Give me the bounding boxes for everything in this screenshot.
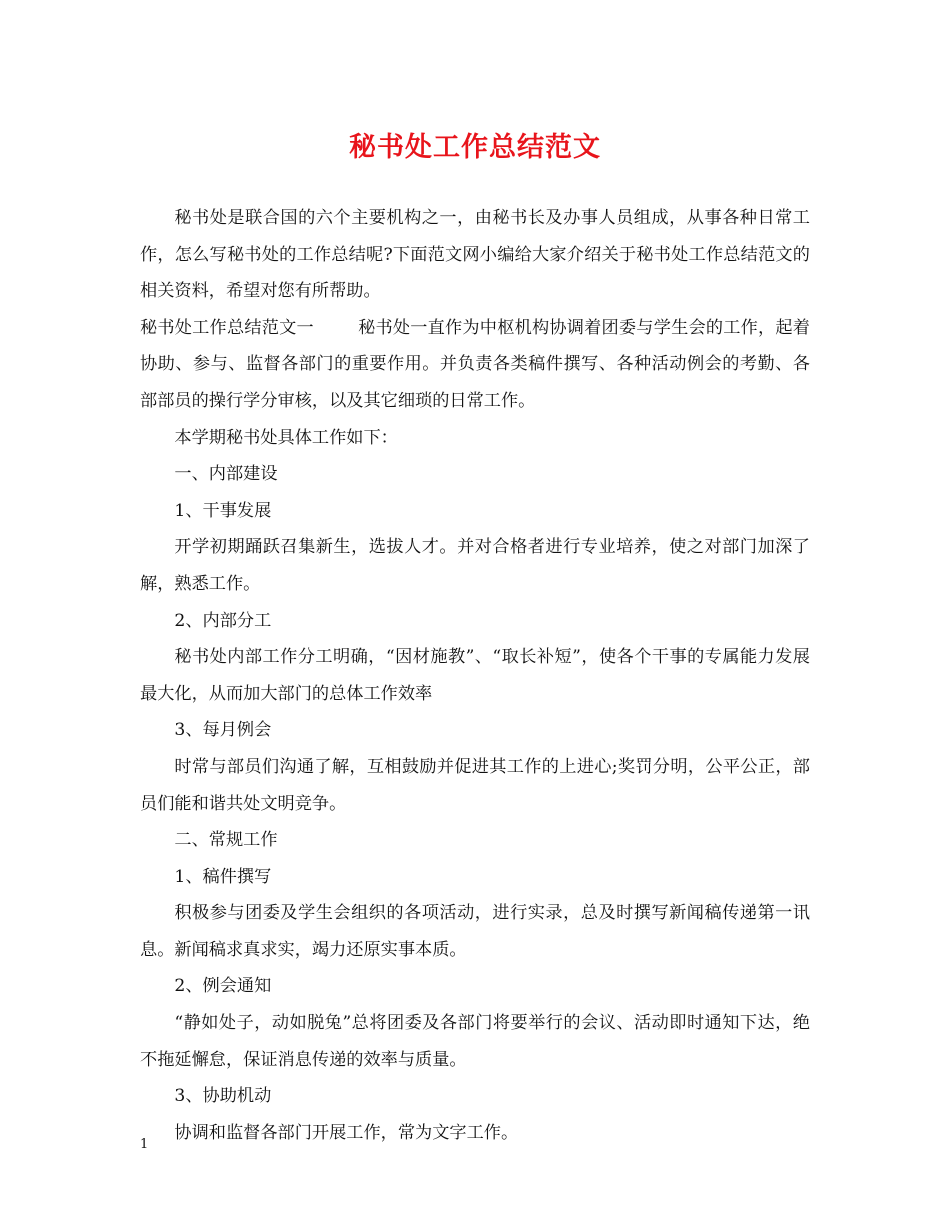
subheading: 3、每月例会 [174, 720, 272, 741]
page-number: 1 [140, 1137, 149, 1152]
subheading: 2、例会通知 [174, 976, 272, 997]
document-body [140, 200, 810, 1151]
subheading: 3、协助机动 [174, 1086, 272, 1107]
intro-paragraph: 秘书处是联合国的六个主要机构之一，由秘书长及办事人员组成，从事各种日常工作，怎么写秘书处的工作总结呢?下面范文网小编给大家介绍关于秘书处工作总结范文的相关资料，希望对您有所帮助。 [140, 208, 810, 302]
paragraph: 积极参与团委及学生会组织的各项活动，进行实录，总及时撰写新闻稿传递第一讯息。新闻稿求真求实，竭力还原实事本质。 [140, 903, 810, 960]
heading-internal-construction: 一、内部建设 [174, 464, 278, 485]
subheading: 2、内部分工 [174, 610, 272, 631]
heading-routine-work: 二、常规工作 [174, 830, 278, 851]
paragraph: 秘书处内部工作分工明确，“因材施教”、“取长补短”，使各个干事的专属能力发展最大化，从而加大部门的总体工作效率 [140, 647, 810, 704]
paragraph: 时常与部员们沟通了解，互相鼓励并促进其工作的上进心;奖罚分明，公平公正，部员们能和谐共处文明竞争。 [140, 756, 810, 814]
subheading: 1、稿件撰写 [174, 866, 272, 887]
subheading: 1、干事发展 [174, 500, 272, 521]
section-heading: 秘书处工作总结范文一 [140, 317, 314, 338]
paragraph: 协调和监督各部门开展工作，常为文字工作。 [174, 1122, 519, 1143]
paragraph: “静如处子，动如脱兔”总将团委及各部门将要举行的会议、活动即时通知下达，绝不拖延懈怠，保证消息传递的效率与质量。 [140, 1013, 810, 1070]
section-intro: 秘书处一直作为中枢机构协调着团委与学生会的工作，起着协助、参与、监督各部门的重要作用。并负责各类稿件撰写、各种活动例会的考勤、各部部员的操行学分审核，以及其它细琐的日常工作。 [140, 317, 810, 411]
paragraph: 本学期秘书处具体工作如下： [174, 427, 398, 448]
paragraph: 开学初期踊跃召集新生，选拔人才。并对合格者进行专业培养，使之对部门加深了解，熟悉工作。 [140, 537, 810, 594]
document-title: 秘书处工作总结范文 [349, 132, 601, 163]
section-paragraph [140, 310, 810, 420]
